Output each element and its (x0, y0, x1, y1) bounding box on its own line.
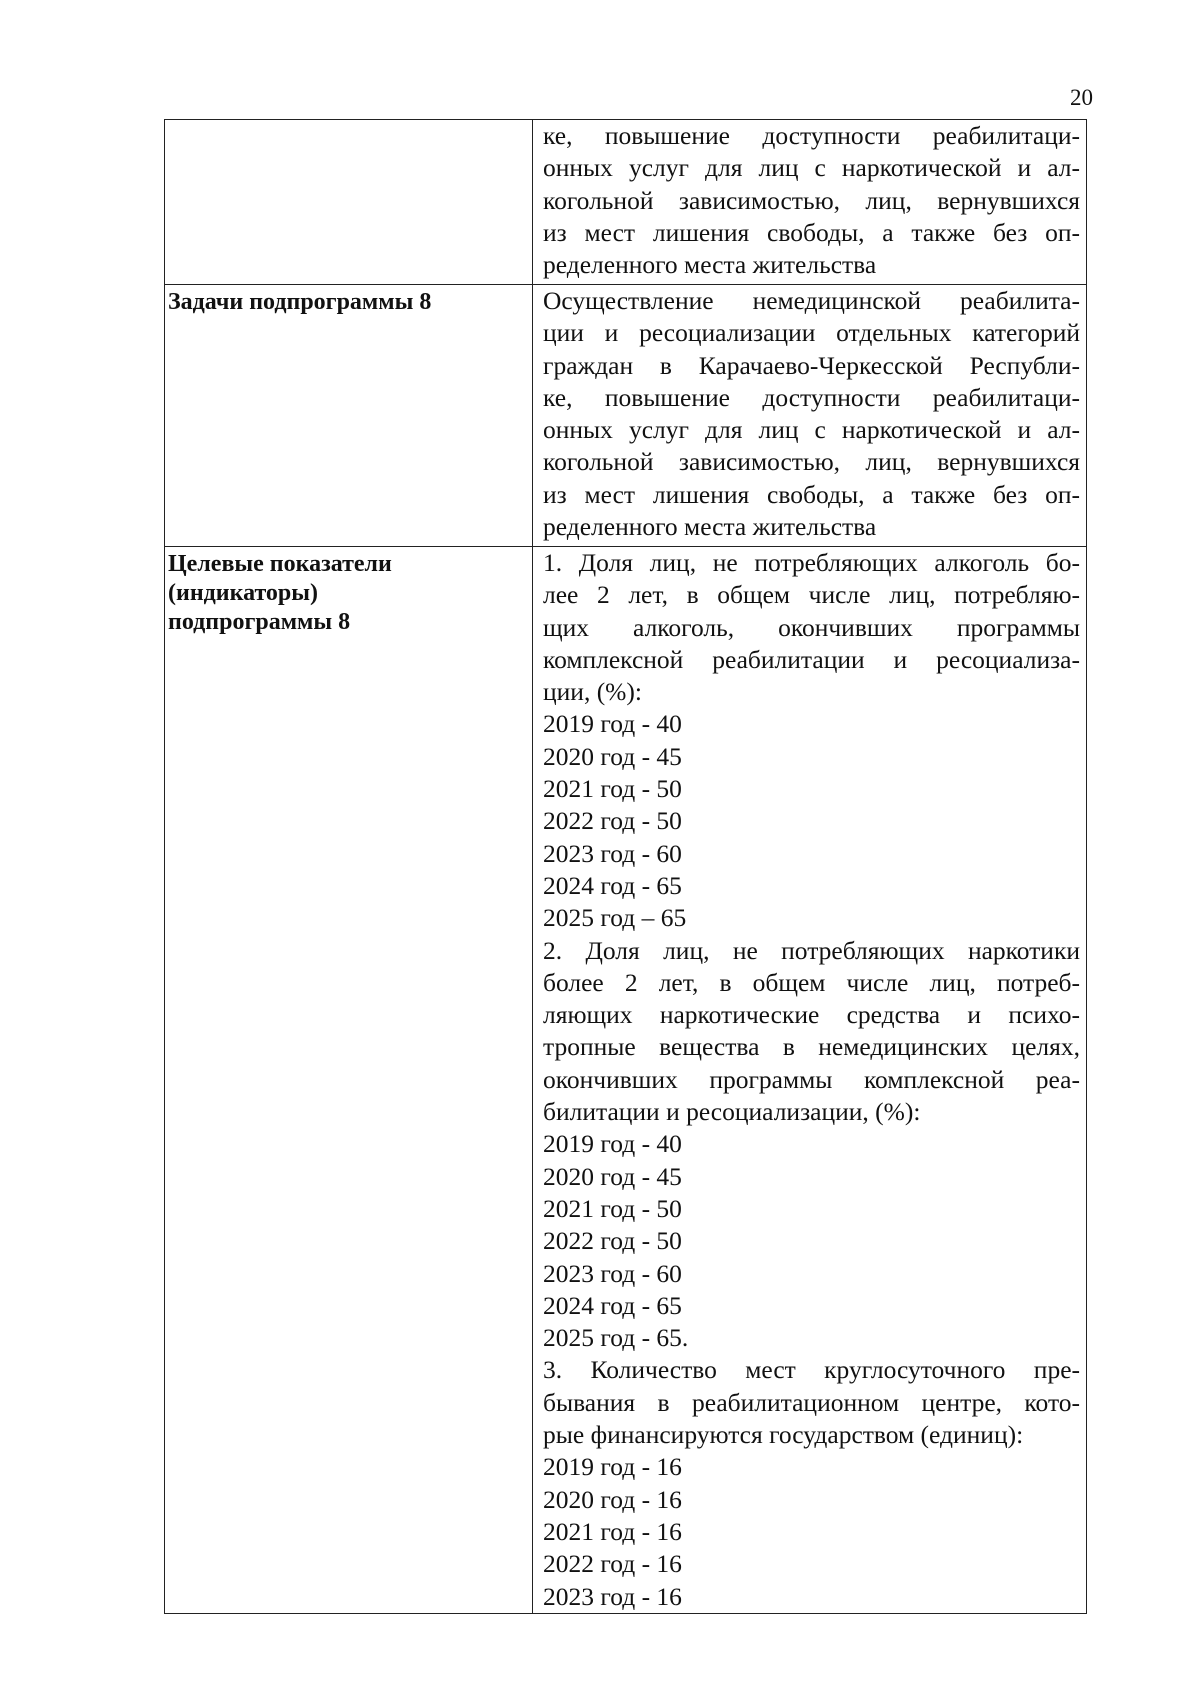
label-line: (индикаторы) (168, 580, 319, 606)
text-line: 2. Доля лиц, не потребляющих наркотики (543, 935, 1080, 965)
text-line: когольной зависимостью, лиц, вернувшихся (543, 185, 1080, 215)
row-content-cell (533, 120, 1087, 285)
tasks-text (533, 285, 1086, 543)
indicators-text (533, 547, 1086, 1613)
text-line: из мест лишения свободы, а также без оп- (543, 479, 1080, 509)
text-line: ке, повышение доступности реабилитаци- (543, 382, 1080, 412)
text-line: 2020 год - 45 (543, 1161, 682, 1191)
text-line: 2019 год - 40 (543, 1129, 682, 1159)
text-line: онных услуг для лиц с наркотической и ал- (543, 415, 1080, 445)
text-line: ределенного места жительства (543, 250, 877, 280)
text-line: окончивших программы комплексной реа- (543, 1064, 1080, 1094)
text-line: 2020 год - 16 (543, 1484, 682, 1514)
text-line: 2024 год - 65 (543, 1290, 682, 1320)
text-line: 2023 год - 60 (543, 1258, 682, 1288)
text-line: комплексной реабилитации и ресоциализа- (543, 644, 1080, 674)
text-line: более 2 лет, в общем числе лиц, потреб- (543, 967, 1080, 997)
label-line: Целевые показатели (168, 551, 392, 577)
text-line: 2023 год - 60 (543, 838, 682, 868)
text-line: 2025 год - 65. (543, 1323, 689, 1353)
text-line: 2021 год - 16 (543, 1516, 682, 1546)
row-label-cell (165, 120, 533, 285)
text-line: ределенного места жительства (543, 512, 877, 542)
label-line: Задачи подпрограммы 8 (168, 289, 432, 315)
text-line: 2019 год - 40 (543, 709, 682, 739)
text-line: ции, (%): (543, 677, 642, 707)
text-line: билитации и ресоциализации, (%): (543, 1097, 921, 1127)
page-number: 20 (1070, 85, 1093, 110)
label-line: подпрограммы 8 (168, 609, 351, 635)
text-line: Осуществление немедицинской реабилита- (543, 286, 1080, 315)
text-line: ке, повышение доступности реабилитаци- (543, 121, 1080, 150)
text-line: 2023 год - 16 (543, 1581, 682, 1611)
row-label-indicators (165, 547, 532, 637)
text-line: когольной зависимостью, лиц, вернувшихся (543, 447, 1080, 477)
text-line: онных услуг для лиц с наркотической и ал- (543, 153, 1080, 183)
text-line: 2020 год - 45 (543, 741, 682, 771)
goal-continuation-text (533, 120, 1086, 281)
text-line: 2022 год - 16 (543, 1549, 682, 1579)
row-content-cell (533, 547, 1087, 1614)
text-line: бывания в реабилитационном центре, кото- (543, 1387, 1080, 1417)
row-label-cell (165, 547, 533, 1614)
text-line: граждан в Карачаево-Черкесской Республи- (543, 350, 1080, 380)
text-line: тропные вещества в немедицинских целях, (543, 1032, 1080, 1062)
row-label-tasks (165, 285, 532, 317)
table-row-indicators (165, 547, 1087, 1614)
text-line: рые финансируются государством (единиц): (543, 1420, 1024, 1450)
text-line: ции и ресоциализации отдельных категорий (543, 318, 1080, 348)
text-line: 2022 год - 50 (543, 806, 682, 836)
table-row-tasks (165, 285, 1087, 547)
text-line: лее 2 лет, в общем числе лиц, потребляю- (543, 580, 1080, 610)
text-line: 2021 год - 50 (543, 1193, 682, 1223)
text-line: из мест лишения свободы, а также без оп- (543, 217, 1080, 247)
subprogram-passport-table (164, 119, 1087, 1614)
text-line: 2022 год - 50 (543, 1226, 682, 1256)
text-line: 1. Доля лиц, не потребляющих алкоголь бо- (543, 548, 1080, 577)
text-line: 3. Количество мест круглосуточного пре- (543, 1355, 1080, 1385)
text-line: 2025 год – 65 (543, 903, 687, 933)
text-line: ляющих наркотические средства и психо- (543, 1000, 1080, 1030)
row-content-cell (533, 285, 1087, 547)
text-line: 2021 год - 50 (543, 774, 682, 804)
row-label (165, 120, 532, 123)
text-line: 2024 год - 65 (543, 870, 682, 900)
row-label-cell (165, 285, 533, 547)
text-line: щих алкоголь, окончивших программы (543, 612, 1080, 642)
table-row-goal-continuation (165, 120, 1087, 285)
text-line: 2019 год - 16 (543, 1452, 682, 1482)
